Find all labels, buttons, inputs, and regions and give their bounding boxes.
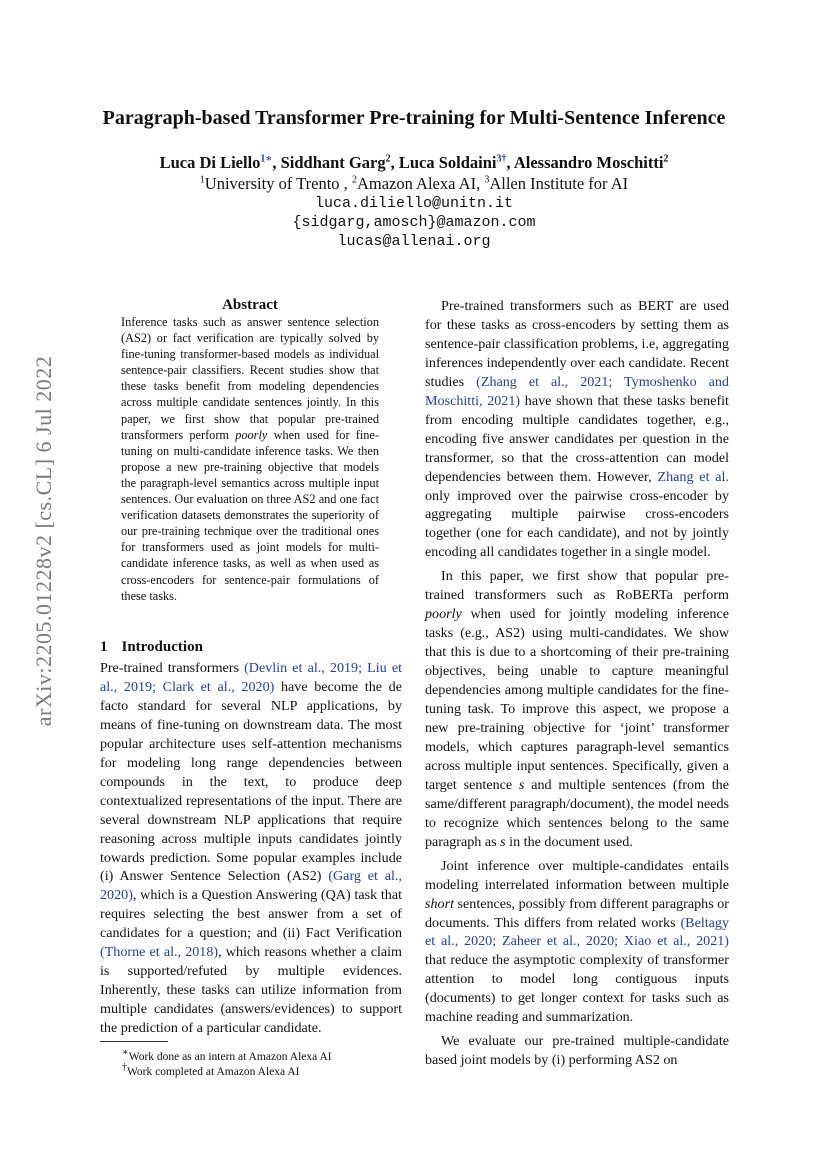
text-run: have shown that these tasks benefit from encoding multiple candidates together, e.g., encoding five answer candidates per question in the transformer, so that the cross-attention can model dependencies between them. However, — [425, 392, 729, 485]
footnote-text: Work done as an intern at Amazon Alexa AI — [128, 1050, 332, 1063]
footnote-mark: ∗ — [122, 1047, 129, 1058]
text-run: , which reasons whether a claim is supported/refuted by multiple evidences. Inherently, these tasks can utilize information from multiple candidates (answers/evidences) to support the prediction of a particular candidate. — [100, 944, 402, 1037]
text-run: , which is a Question Answering (QA) task that requires selecting the best answer from a set of candidates for a question; and (ii) Fact Verification — [100, 887, 402, 942]
author-mark: 2 — [385, 153, 391, 165]
author-mark: 3† — [496, 153, 507, 165]
author-name: Luca Di Liello — [159, 153, 261, 172]
author-list: Luca Di Liello$^{1∗}$, Siddhant Garg$^2$, Luca Soldaini$^{3\dagger}$, Alessandro Moschitti$^2$ — [159, 153, 669, 172]
section-title: Introduction — [121, 639, 203, 655]
author-mark: 2 — [663, 153, 669, 165]
paragraph — [425, 297, 729, 562]
abstract-emphasis: poorly — [235, 427, 268, 442]
abstract-text — [121, 314, 379, 604]
section-number: 1 — [100, 639, 108, 655]
author-name: Luca Soldaini — [398, 153, 497, 172]
email[interactable]: luca.diliello@unitn.it — [314, 195, 514, 212]
affiliation: Allen Institute for AI — [489, 174, 629, 193]
text-run: Pre-trained transformers such as BERT are used for these tasks as cross-encoders by setting them as sentence-pair classification problems, i.e, aggregating inferences independently over each candidate. Recent studies — [425, 298, 729, 390]
email[interactable]: lucas@allenai.org — [337, 233, 491, 250]
email[interactable]: {sidgarg,amosch}@amazon.com — [292, 214, 536, 231]
text-run: have become the de facto standard for several NLP applications, by means of fine-tuning on downstream data. The most popular architecture uses self-attention mechanisms for modeling long range dependencies between compounds in the text, to produce deep contextualized representations of the input. There are several downstream NLP applications that require reasoning across multiple inputs candidates jointly towards prediction. Some popular examples include (i) Answer Sentence Selection (AS2) — [100, 678, 402, 885]
arxiv-id[interactable]: arXiv:2205.01228v2 [cs.CL] 6 Jul 2022 — [31, 355, 56, 727]
intro-paragraph — [100, 659, 402, 1038]
affil-mark: 2 — [351, 174, 357, 186]
affil-mark: 1 — [199, 174, 205, 186]
footnote-rule — [100, 1041, 168, 1042]
text-run: only improved over the pairwise cross-encoder by aggregating multiple pairwise cross-encoders together (one for each candidate), and not by jointly encoding all candidates together in a single model. — [425, 487, 729, 561]
author-name: Alessandro Moschitti — [513, 153, 664, 172]
text-run: when used for jointly modeling inference tasks (e.g., AS2) using multi-candidates. We show that this is due to a shortcoming of their pre-training objectives, being unable to capture meaningful dependencies among multiple candidates for the fine-tuning task. To improve this aspect, we propose a new pre-training objective for ‘joint’ transformer models, which captures paragraph-level semantics across multiple input sentences. Specifically, given a target sentence — [425, 606, 729, 793]
affil-mark: 3 — [484, 174, 490, 186]
text-run: that reduce the asymptotic complexity of transformer attention to model long contiguous inputs (documents) to get longer context for tasks such as machine reading and summarization. — [425, 952, 729, 1026]
text-run: We evaluate our pre-trained multiple-candidate based joint models by (i) performing AS2 on — [425, 1033, 729, 1069]
section-heading — [100, 639, 203, 656]
citation-link[interactable]: (Devlin et al., 2019; Liu et al., 2019; Clark et al., 2020) — [100, 660, 403, 695]
footnote — [100, 1061, 402, 1079]
text-run: In this paper, we first show that popular pre-trained transformers such as RoBERTa perform — [425, 568, 729, 604]
emphasis: poorly — [425, 606, 462, 623]
citation-link[interactable]: (Beltagy et al., 2020; Zaheer et al., 2020; Xiao et al., 2021) — [425, 914, 729, 950]
paragraph — [425, 857, 729, 1028]
citation-link[interactable]: Zhang et al. — [657, 468, 730, 485]
citation-link[interactable]: (Zhang et al., 2021; Tymoshenko and Moschitti, 2021) — [425, 373, 729, 409]
paragraph — [425, 1032, 729, 1070]
author-mark: 1∗ — [260, 153, 273, 165]
math-symbol: s — [500, 833, 506, 850]
abstract-part: Inference tasks such as answer sentence selection (AS2) or fact verification are typically solved by fine-tuning transformer-based models as individual sentence-pair classifiers. Recent studies show that these tasks benefit from modeling dependencies across multiple candidate sentences jointly. In this paper, we first show that popular pre-trained transformers perform — [121, 315, 379, 442]
affiliations — [0, 174, 828, 194]
abstract-part: when used for fine-tuning on multi-candidate inference tasks. We then propose a new pre-training objective that models the paragraph-level semantics across multiple input sentences. Our evaluation on three AS2 and one fact verification datasets demonstrates the superiority of our pre-training technique over the traditional ones for transformers used as joint models for multi-candidate inference tasks, as well as when used as cross-encoders for sentence-pair formulations of these tasks. — [121, 427, 379, 603]
affiliation: Amazon Alexa AI, — [356, 174, 481, 193]
text-run: and multiple sentences (from the same/different paragraph/document), the model needs to recognize which sentences belong to the same paragraph as — [425, 776, 729, 850]
text-run: in the document used. — [505, 833, 633, 850]
footnote-mark: † — [122, 1062, 127, 1073]
author-name: Siddhant Garg — [280, 153, 386, 172]
affiliation: University of Trento , — [204, 174, 348, 193]
text-run: sentences, possibly from different paragraphs or documents. This differs from related works — [425, 895, 729, 931]
text-run: Joint inference over multiple-candidates entails modeling interrelated information between multiple — [425, 857, 729, 893]
footnote-text: Work completed at Amazon Alexa AI — [127, 1065, 300, 1078]
paragraph — [425, 567, 729, 851]
right-column — [425, 297, 729, 1075]
math-symbol: s — [518, 776, 525, 793]
citation-link[interactable]: (Garg et al., 2020) — [100, 868, 402, 904]
text-run: Pre-trained transformers — [100, 660, 245, 676]
abstract-heading: Abstract — [222, 297, 278, 313]
emphasis: short — [425, 895, 454, 912]
citation-link[interactable]: (Thorne et al., 2018) — [100, 944, 219, 961]
paper-title: Paragraph-based Transformer Pre-training for Multi-Sentence Inference — [102, 107, 726, 129]
